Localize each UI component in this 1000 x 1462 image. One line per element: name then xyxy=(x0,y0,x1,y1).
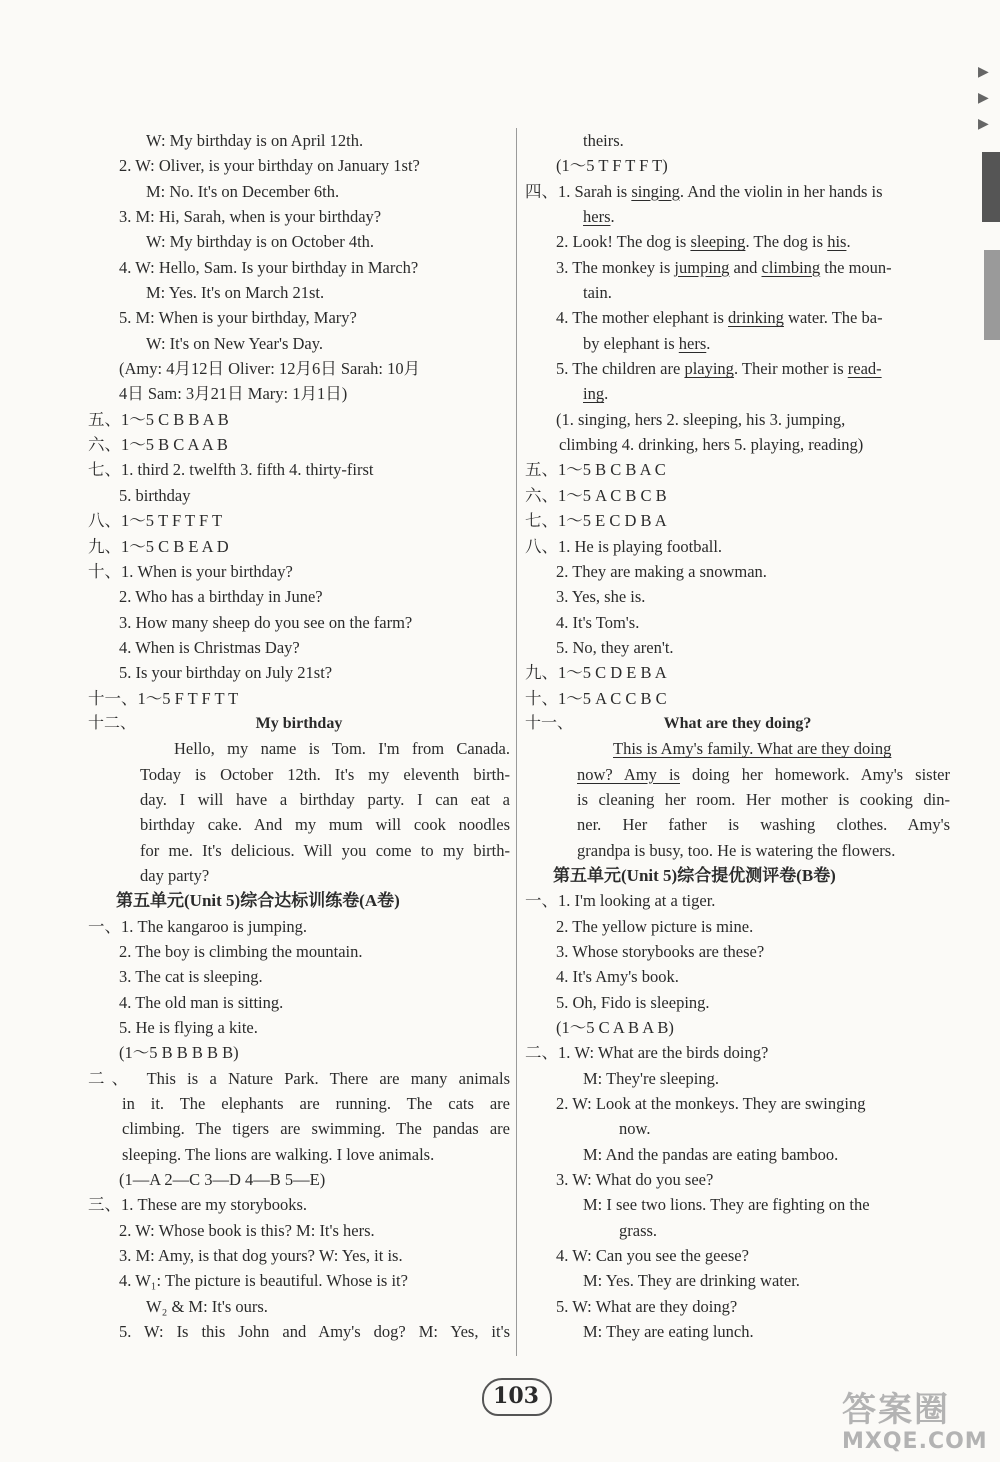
underlined-answer: drinking xyxy=(728,308,784,328)
arrow-mark-icon: ▶ xyxy=(978,65,989,80)
answer-line xyxy=(525,204,950,229)
answer-line: 4. It's Tom's. xyxy=(556,612,640,632)
essay-title xyxy=(88,711,510,736)
answer-line: (1～5 T F T F T) xyxy=(556,156,668,176)
answer-line: 五、1～5 C B B A B xyxy=(88,409,229,429)
section-marker: 十一、 xyxy=(525,714,574,732)
answer-line: 五、1～5 B C B A C xyxy=(525,460,666,480)
text-run: by elephant is xyxy=(583,333,679,353)
answer-line: 八、1～5 T F T F T xyxy=(88,511,223,531)
text-run: doing her homework. Amy's sister xyxy=(679,764,950,784)
essay-line: day party? xyxy=(140,865,210,885)
answer-line: M: Yes. It's on March 21st. xyxy=(146,283,325,303)
answer-line: M: They're sleeping. xyxy=(583,1068,720,1088)
text-run: water. The ba- xyxy=(783,308,883,328)
answer-line: (1. singing, hers 2. sleeping, his 3. jumping, xyxy=(556,409,846,429)
answer-line xyxy=(525,356,950,381)
answer-line: 3. M: Amy, is that dog yours? W: Yes, it is. xyxy=(119,1246,403,1266)
text-run: . The dog is xyxy=(745,232,828,252)
answer-line: 九、1～5 C D E B A xyxy=(525,663,667,683)
answer-line: 5. birthday xyxy=(119,485,191,505)
answer-line: 4. The old man is sitting. xyxy=(119,992,284,1012)
answer-line: 一、1. I'm looking at a tiger. xyxy=(525,891,716,911)
answer-line: 5. Is your birthday on July 21st? xyxy=(119,663,333,683)
essay-title xyxy=(525,711,950,736)
answer-line: 2. W: Oliver, is your birthday on January 1st? xyxy=(119,156,420,176)
underlined-answer: hers xyxy=(583,207,611,227)
text-run: 2. Look! The dog is xyxy=(556,232,691,252)
answer-line xyxy=(525,331,950,356)
essay-line: is cleaning her room. Her mother is cooking din- xyxy=(577,789,950,809)
watermark-line: 答案圈 xyxy=(842,1390,950,1430)
text-run: 3. The monkey is xyxy=(556,257,675,277)
underlined-text: now? Amy is xyxy=(577,764,680,784)
text-run: . xyxy=(604,384,609,404)
essay-title-text: My birthday xyxy=(255,714,343,732)
column-divider xyxy=(516,128,517,1356)
paragraph-line: climbing. The tigers are swimming. The pandas are xyxy=(122,1119,510,1139)
essay-line: Today is October 12th. It's my eleventh birth- xyxy=(140,764,510,784)
answer-line: 3. W: What do you see? xyxy=(556,1170,714,1190)
underlined-answer: read- xyxy=(847,359,882,379)
answer-line: 4. W: Hello, Sam. Is your birthday in March? xyxy=(119,257,419,277)
answer-line: 2. Who has a birthday in June? xyxy=(119,587,323,607)
essay-line: birthday cake. And my mum will cook noodles xyxy=(140,815,510,835)
underlined-answer: playing xyxy=(684,359,734,379)
answer-line: W₂ & M: It's ours. xyxy=(146,1296,268,1316)
essay-title-text: What are they doing? xyxy=(663,714,812,732)
answer-line: climbing 4. drinking, hers 5. playing, reading) xyxy=(559,435,864,455)
underlined-answer: jumping xyxy=(674,257,730,277)
answer-line: 九、1～5 C B E A D xyxy=(88,536,229,556)
answer-line: 六、1～5 B C A A B xyxy=(88,435,228,455)
answer-line: M: No. It's on December 6th. xyxy=(146,181,340,201)
answer-line: M: Yes. They are drinking water. xyxy=(583,1271,800,1291)
underlined-answer: singing xyxy=(631,181,680,201)
answer-line xyxy=(525,381,950,406)
section-heading: 第五单元(Unit 5)综合达标训练卷(A卷) xyxy=(116,891,400,911)
left-column xyxy=(88,128,510,1345)
answer-line: 4. It's Amy's book. xyxy=(556,967,679,987)
essay-line: day. I will have a birthday party. I can eat a xyxy=(140,789,510,809)
text-run: . Their mother is xyxy=(733,359,848,379)
answer-line: 3. The cat is sleeping. xyxy=(119,967,263,987)
answer-line: 5. W: Is this John and Amy's dog? M: Yes, it's xyxy=(119,1322,510,1342)
answer-line: 4. When is Christmas Day? xyxy=(119,637,300,657)
answer-line: grass. xyxy=(619,1220,658,1240)
answer-line: 十、1～5 A C C B C xyxy=(525,688,667,708)
answer-line: W: It's on New Year's Day. xyxy=(146,333,324,353)
edge-tab-light xyxy=(984,250,1000,340)
essay-line: ner. Her father is washing clothes. Amy's xyxy=(577,815,950,835)
underlined-answer: sleeping xyxy=(690,232,746,252)
right-column xyxy=(525,128,950,1345)
answer-line: 七、1～5 E C D B A xyxy=(525,511,667,531)
essay-line: for me. It's delicious. Will you come to my birth- xyxy=(140,840,510,860)
answer-line: theirs. xyxy=(583,131,624,150)
answer-line xyxy=(525,229,950,254)
answer-line: 5. M: When is your birthday, Mary? xyxy=(119,308,357,328)
watermark xyxy=(842,1390,992,1454)
text-run: . xyxy=(846,232,851,252)
answer-line: (1～5 C A B A B) xyxy=(556,1018,674,1038)
answer-line: 二、1. W: What are the birds doing? xyxy=(525,1043,769,1063)
answer-line: W: My birthday is on April 12th. xyxy=(146,131,364,150)
page-number xyxy=(478,1374,554,1418)
answer-line: now. xyxy=(619,1119,651,1139)
answer-line: 2. The yellow picture is mine. xyxy=(556,916,754,936)
text-run: 5. The children are xyxy=(556,359,685,379)
answer-line: 2. W: Whose book is this? M: It's hers. xyxy=(119,1220,375,1240)
answer-line xyxy=(525,179,950,204)
answer-line: M: They are eating lunch. xyxy=(583,1322,754,1342)
answer-line: tain. xyxy=(583,283,612,303)
text-run: . xyxy=(706,333,711,353)
essay-line xyxy=(525,762,950,787)
answer-line: 4日 Sam: 3月21日 Mary: 1月1日) xyxy=(119,384,348,404)
underlined-answer: ing xyxy=(583,384,605,404)
answer-line xyxy=(525,255,950,280)
watermark-line: MXQE.COM xyxy=(842,1429,988,1454)
answer-line: 十一、1～5 F T F T T xyxy=(88,688,239,708)
text-run: . xyxy=(610,207,615,227)
essay-line xyxy=(525,736,950,761)
section-marker: 十二、 xyxy=(88,714,137,732)
underlined-answer: hers xyxy=(678,333,707,353)
page-number-text: 103 xyxy=(493,1383,539,1409)
answer-line: M: I see two lions. They are fighting on the xyxy=(583,1195,870,1215)
arrow-mark-icon: ▶ xyxy=(978,117,989,132)
answer-line: 5. No, they aren't. xyxy=(556,637,674,657)
text-run: and xyxy=(729,257,762,277)
text-run: . And the violin in her hands is xyxy=(679,181,883,201)
essay-line: Hello, my name is Tom. I'm from Canada. xyxy=(174,739,510,759)
answer-line: 2. They are making a snowman. xyxy=(556,561,767,581)
underlined-answer: climbing xyxy=(761,257,821,277)
paragraph-line: in it. The elephants are running. The cats are xyxy=(122,1094,510,1114)
answer-line: 3. How many sheep do you see on the farm? xyxy=(119,612,413,632)
paragraph-line: 二、 This is a Nature Park. There are many animals xyxy=(88,1068,510,1088)
answer-line: 4. W₁: The picture is beautiful. Whose is it? xyxy=(119,1271,408,1291)
answer-line xyxy=(525,305,950,330)
arrow-mark-icon: ▶ xyxy=(978,91,989,106)
answer-line: 七、1. third 2. twelfth 3. fifth 4. thirty-first xyxy=(88,460,374,480)
answer-line: 3. Whose storybooks are these? xyxy=(556,942,765,961)
text-run: 四、1. Sarah is xyxy=(525,181,632,201)
answer-line: (Amy: 4月12日 Oliver: 12月6日 Sarah: 10月 xyxy=(119,359,421,379)
edge-tab-dark xyxy=(982,152,1000,222)
answer-line: 一、1. The kangaroo is jumping. xyxy=(88,916,308,936)
underlined-text: This is Amy's family. What are they doing xyxy=(613,739,892,759)
text-run: 4. The mother elephant is xyxy=(556,308,728,328)
text-run: the moun- xyxy=(820,257,892,277)
answer-line: 三、1. These are my storybooks. xyxy=(88,1195,308,1215)
underlined-answer: his xyxy=(827,232,847,252)
answer-line: (1～5 B B B B B) xyxy=(119,1043,239,1063)
answer-line: 八、1. He is playing football. xyxy=(525,536,723,556)
answer-line: 2. W: Look at the monkeys. They are swinging xyxy=(556,1094,866,1114)
answer-line: 5. He is flying a kite. xyxy=(119,1018,258,1038)
section-heading: 第五单元(Unit 5)综合提优测评卷(B卷) xyxy=(553,865,836,885)
answer-line: W: My birthday is on October 4th. xyxy=(146,232,375,252)
answer-line: 4. W: Can you see the geese? xyxy=(556,1246,749,1266)
answer-line: 2. The boy is climbing the mountain. xyxy=(119,942,363,961)
answer-line: M: And the pandas are eating bamboo. xyxy=(583,1144,839,1164)
answer-line: 3. Yes, she is. xyxy=(556,587,646,607)
answer-line: (1—A 2—C 3—D 4—B 5—E) xyxy=(119,1170,326,1190)
answer-line: 3. M: Hi, Sarah, when is your birthday? xyxy=(119,207,382,227)
paragraph-line: sleeping. The lions are walking. I love animals. xyxy=(122,1144,435,1164)
answer-line: 5. Oh, Fido is sleeping. xyxy=(556,992,710,1012)
answer-line: 十、1. When is your birthday? xyxy=(88,561,293,581)
essay-line: grandpa is busy, too. He is watering the flowers. xyxy=(577,840,896,860)
answer-line: 5. W: What are they doing? xyxy=(556,1296,738,1316)
answer-line: 六、1～5 A C B C B xyxy=(525,485,667,505)
